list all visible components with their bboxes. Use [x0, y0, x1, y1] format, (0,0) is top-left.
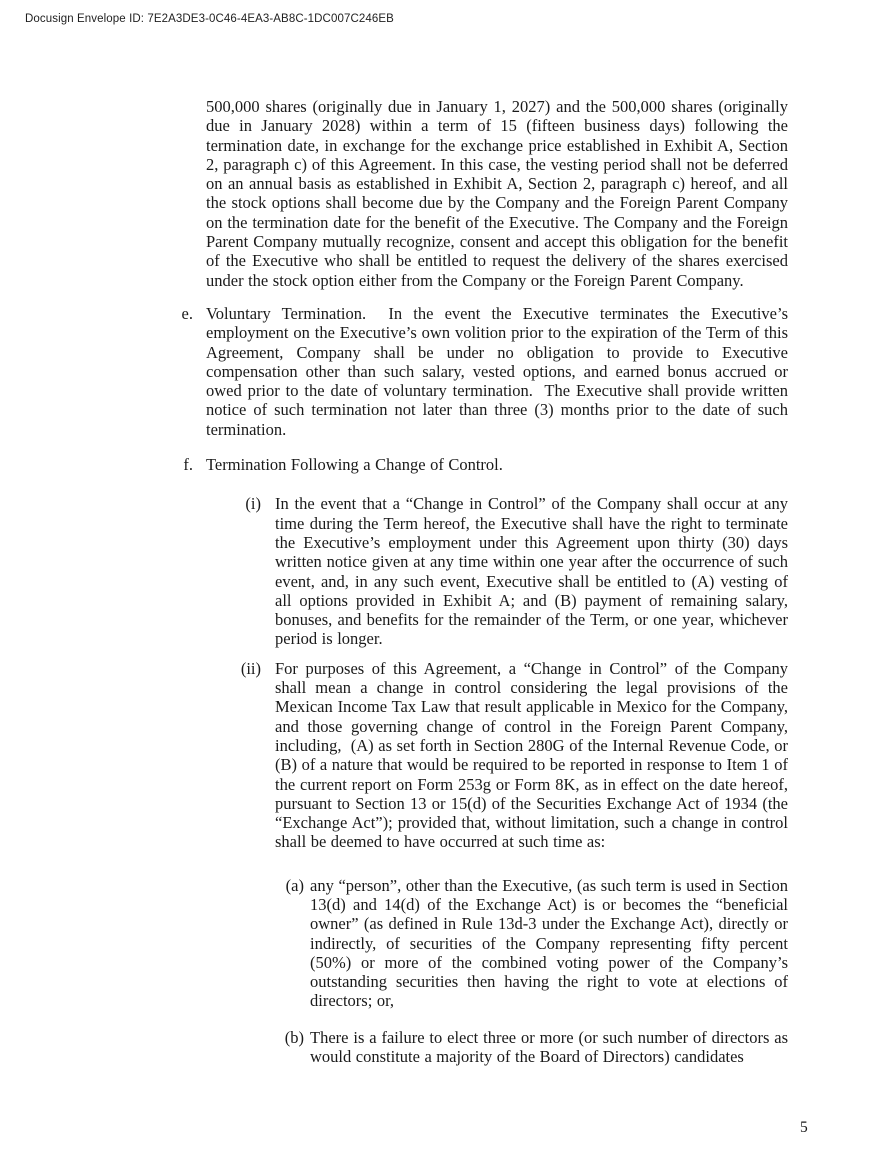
paragraph-text: For purposes of this Agreement, a “Change in Control” of the Company shall mean a change in control considering the legal provisions of the Mexican Income Tax Law that result applicable in Mexico for the Company, and those governing change of control in the Foreign Parent Company, including, (A) as set forth in Section 280G of the Internal Revenue Code, or (B) of a nature that would be required to be reported in response to Item 1 of the current report on Form 253g or Form 8K, as in effect on the date hereof, pursuant to Section 13 or 15(d) of the Securities Exchange Act of 1934 (the “Exchange Act”); provided that, without limitation, such a change in control shall be deemed to have occurred at such time as:	[275, 658, 788, 852]
paragraph-label: (b)	[284, 1027, 304, 1047]
page-number: 5	[800, 1119, 808, 1136]
paragraph-label: e.	[181, 303, 193, 323]
item-i-change-in-control-rights	[245, 494, 788, 649]
paragraph-text: Voluntary Termination. In the event the Executive terminates the Executive’s employment on the Executive’s own volition prior to the expiration of the Term of this Agreement, Company shall be under no obligation to provide to Executive compensation other than such salary, vested options, and earned bonus accrued or owed prior to the date of voluntary termination. The Executive shall provide written notice of such termination not later than three (3) months prior to the date of such termination.	[206, 303, 788, 439]
paragraph-text: any “person”, other than the Executive, (as such term is used in Section 13(d) and 14(d) of the Exchange Act) is or becomes the “beneficial owner” (as defined in Rule 13d-3 under the Exchange Act), directly or indirectly, of securities of the Company representing fifty percent (50%) or more of the combined voting power of the Company’s outstanding securities then having the right to vote at elections of directors; or,	[310, 875, 788, 1011]
item-f-termination-change-of-control	[183, 455, 788, 475]
paragraph-text: 500,000 shares (originally due in January 1, 2027) and the 500,000 shares (originally due in January 2028) within a term of 15 (fifteen business days) following the termination date, in exchange for the exchange price established in Exhibit A, Section 2, paragraph c) of this Agreement. In this case, the vesting period shall not be deferred on an annual basis as established in Exhibit A, Section 2, paragraph c) hereof, and all the stock options shall become due by the Company and the Foreign Parent Company on the termination date for the benefit of the Executive. The Company and the Foreign Parent Company mutually recognize, consent and accept this obligation for the benefit of the Executive who shall be entitled to request the delivery of the shares exercised under the stock option either from the Company or the Foreign Parent Company.	[206, 97, 788, 290]
paragraph-text: Termination Following a Change of Control.	[206, 455, 503, 475]
docusign-envelope-id: Docusign Envelope ID: 7E2A3DE3-0C46-4EA3-AB8C-1DC007C246EB	[25, 13, 394, 25]
document-body	[0, 97, 893, 1066]
item-e-voluntary-termination	[181, 303, 788, 439]
paragraph-text: There is a failure to elect three or more (or such number of directors as would constitute a majority of the Board of Directors) candidates	[310, 1027, 788, 1067]
paragraph-text: In the event that a “Change in Control” of the Company shall occur at any time during the Term hereof, the Executive shall have the right to terminate the Executive’s employment under this Agreement upon thirty (30) days written notice given at any time within one year after the occurrence of such event, and, in any such event, Executive shall be entitled to (A) vesting of all options provided in Exhibit A; and (B) payment of remaining salary, bonuses, and benefits for the remainder of the Term, or one year, whichever period is longer.	[275, 494, 788, 649]
paragraph-label: (a)	[285, 875, 304, 895]
item-a-beneficial-owner	[285, 875, 788, 1011]
item-ii-change-in-control-definition	[240, 658, 788, 852]
paragraph-label: (i)	[245, 494, 261, 514]
paragraph-shares-continuation	[206, 97, 788, 290]
paragraph-label: (ii)	[240, 658, 261, 678]
item-b-failure-to-elect-directors	[284, 1027, 788, 1067]
paragraph-label: f.	[183, 455, 193, 475]
